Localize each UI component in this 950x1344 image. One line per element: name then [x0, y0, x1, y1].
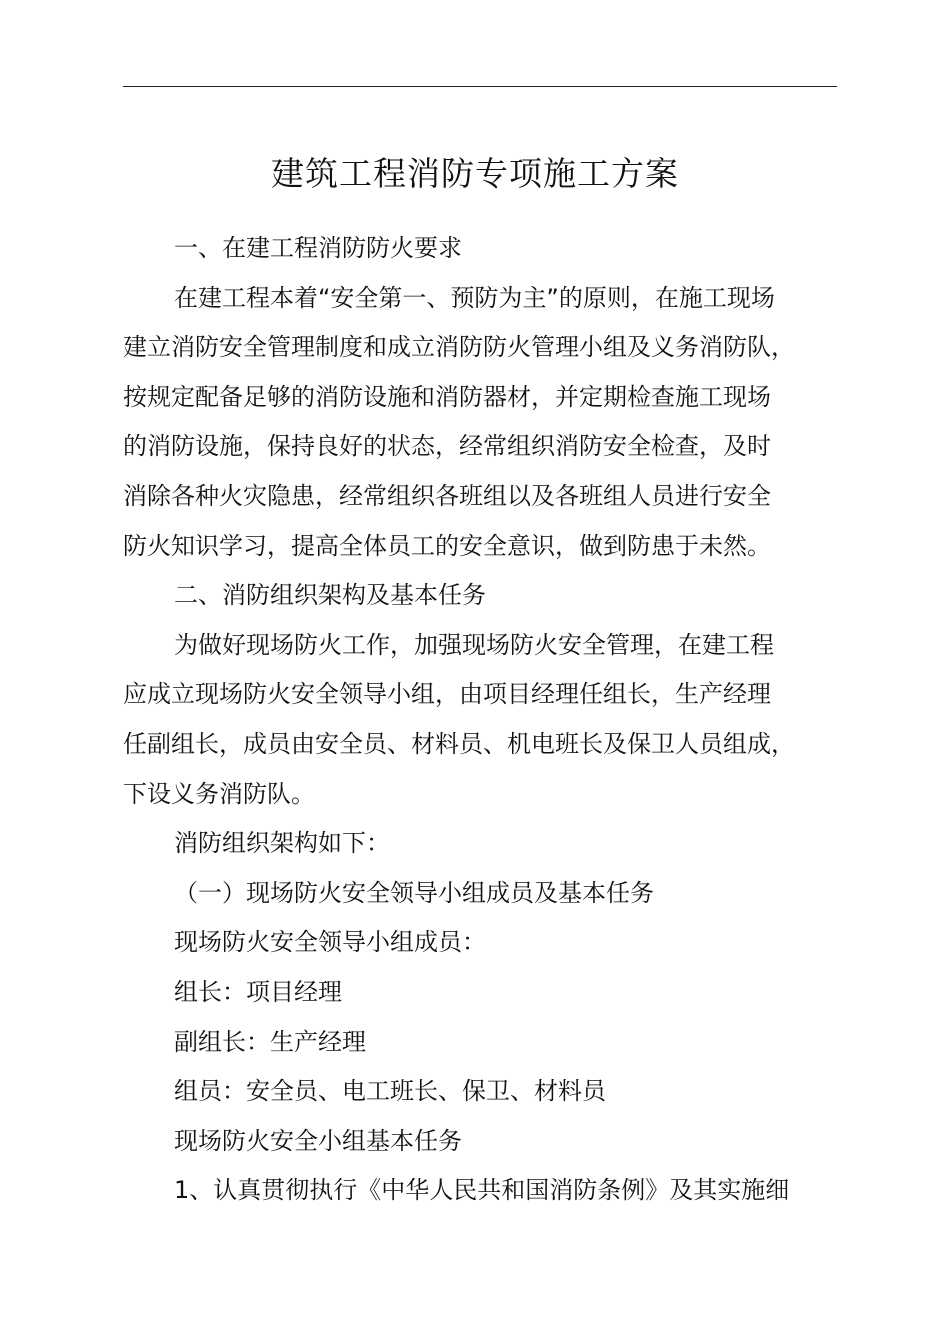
paragraph-line: 应成立现场防火安全领导小组，由项目经理任组长，生产经理 [123, 680, 771, 709]
subsection-heading: （一）现场防火安全领导小组成员及基本任务 [174, 878, 654, 907]
paragraph-line: 现场防火安全领导小组成员： [174, 928, 486, 957]
list-item: 副组长：生产经理 [174, 1027, 366, 1056]
paragraph-line: 的消防设施，保持良好的状态，经常组织消防安全检查，及时 [123, 432, 771, 461]
paragraph-line: 现场防火安全小组基本任务 [174, 1126, 462, 1155]
paragraph-line: 任副组长，成员由安全员、材料员、机电班长及保卫人员组成， [123, 729, 795, 758]
document-body [123, 224, 853, 1216]
section-heading: 二、消防组织架构及基本任务 [174, 581, 486, 610]
paragraph-line: 在建工程本着“安全第一、预防为主”的原则，在施工现场 [174, 283, 775, 312]
paragraph-line: 消除各种火灾隐患，经常组织各班组以及各班组人员进行安全 [123, 481, 771, 510]
list-item: 组长：项目经理 [174, 977, 342, 1006]
paragraph-line: 为做好现场防火工作，加强现场防火安全管理，在建工程 [174, 630, 774, 659]
section-heading: 一、在建工程消防防火要求 [174, 234, 462, 262]
document-title: 建筑工程消防专项施工方案 [271, 154, 679, 193]
header-rule [123, 86, 837, 87]
numbered-item: 1、认真贯彻执行《中华人民共和国消防条例》及其实施细 [174, 1176, 790, 1205]
paragraph-line: 下设义务消防队。 [123, 779, 315, 808]
paragraph-line: 防火知识学习，提高全体员工的安全意识，做到防患于未然。 [123, 531, 771, 560]
paragraph-line: 按规定配备足够的消防设施和消防器材，并定期检查施工现场 [123, 382, 771, 411]
paragraph-line: 建立消防安全管理制度和成立消防防火管理小组及义务消防队， [123, 333, 795, 362]
list-item: 组员：安全员、电工班长、保卫、材料员 [174, 1077, 606, 1106]
paragraph-line: 消防组织架构如下： [174, 829, 390, 858]
